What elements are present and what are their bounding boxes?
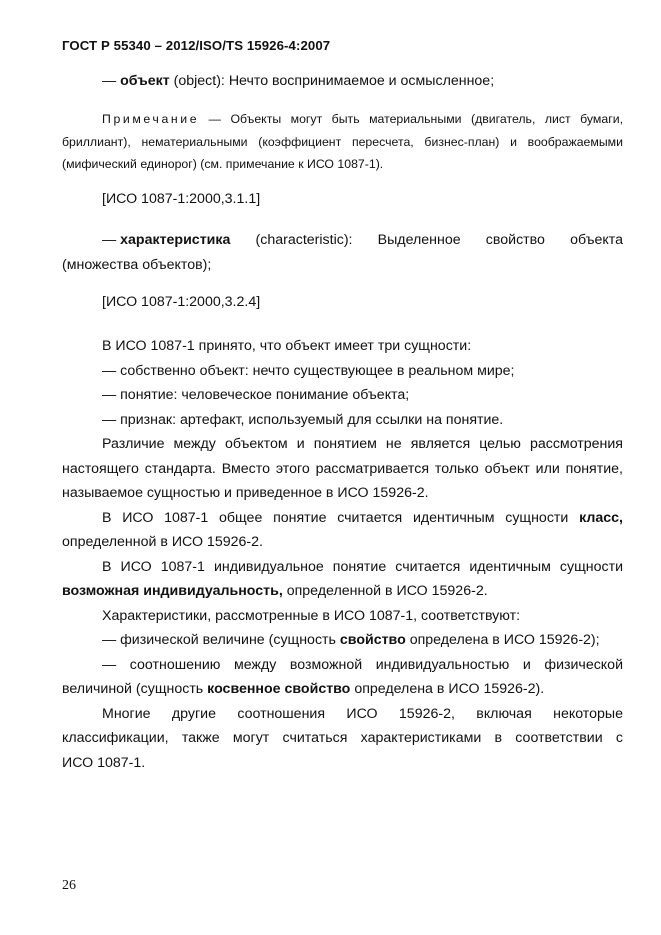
- definition-text: (object): Нечто воспринимаемое и осмысленное;: [173, 73, 495, 89]
- paragraph-5-line-1: Многие другие соотношения ИСО 15926-2, включая некоторые: [102, 705, 623, 722]
- paragraph-5-line-3: ИСО 1087-1.: [62, 754, 146, 771]
- paragraph-3-line-2: [62, 579, 623, 604]
- note-line-1: — Объекты могут быть материальными (двигатель, лист бумаги,: [208, 112, 623, 126]
- definition-line-2: (множества объектов);: [62, 256, 212, 273]
- reference-2: [ИСО 1087-1:2000,3.2.4]: [102, 294, 261, 310]
- paragraph-5-line-2: классификации, также могут считаться характеристиками в соответствии с: [62, 730, 623, 746]
- paragraph-4-intro: Характеристики, рассмотренные в ИСО 1087-1, соответствуют:: [102, 607, 521, 624]
- term-class: класс,: [579, 509, 623, 526]
- note-block: [62, 108, 623, 176]
- word-3: свойство: [485, 232, 545, 248]
- list-item-text: — физической величине (сущность: [102, 632, 336, 648]
- paragraph-1-line-3: называемое сущностью и приведенное в ИСО 15926-2.: [62, 485, 429, 501]
- paragraph-3-text: определенной в ИСО 15926-2.: [286, 583, 488, 599]
- term-property: свойство: [339, 632, 406, 648]
- list-item: — понятие: человеческое понимание объекта;: [102, 387, 410, 403]
- list-item: — признак: артефакт, используемый для ссылки на понятие.: [102, 411, 504, 428]
- dash: —: [102, 232, 117, 248]
- paragraph-1-line-2: настоящего стандарта. Вместо этого рассматривается только объект или понятие,: [62, 460, 623, 477]
- main-text: [62, 334, 623, 775]
- term-possible-individual: возможная индивидуальность,: [62, 583, 283, 599]
- paragraph-3-line-1: В ИСО 1087-1 индивидуальное понятие считается идентичным сущности: [102, 558, 623, 575]
- term-indirect-property: косвенное свойство: [207, 681, 351, 697]
- list-item: — собственно объект: нечто существующее в реальном мире;: [102, 362, 515, 379]
- intro-paragraph: В ИСО 1087-1 принято, что объект имеет три сущности:: [102, 338, 472, 354]
- list-item-line-2: [62, 677, 623, 702]
- word-1: (characteristic):: [255, 232, 353, 248]
- term-object: объект: [120, 73, 170, 89]
- paragraph-1-line-1: Различие между объектом и понятием не является целью рассмотрения: [102, 436, 623, 452]
- note-line-3: (мифический единорог) (см. примечание к ИСО 1087-1).: [62, 157, 384, 171]
- paragraph-2-line-2: определенной в ИСО 15926-2.: [62, 534, 263, 550]
- definition-object: [62, 69, 661, 94]
- word-4: объекта: [570, 232, 623, 248]
- word-2: Выделенное: [377, 232, 461, 248]
- note-line-2: бриллиант), нематериальными (коэффициент пересчета, бизнес-план) и воображаемыми: [62, 134, 623, 149]
- list-item-text: величиной (сущность: [62, 681, 204, 697]
- list-item-line-1: — соотношению между возможной индивидуальностью и физической: [102, 656, 623, 673]
- paragraph-2-line-1: [62, 506, 623, 531]
- note-label: Примечание: [102, 112, 200, 126]
- list-item: [62, 628, 623, 653]
- page-number: 26: [62, 878, 76, 893]
- dash: —: [102, 73, 117, 89]
- term-characteristic: характеристика: [120, 232, 231, 248]
- reference-1: [ИСО 1087-1:2000,3.1.1]: [102, 191, 261, 207]
- document-header: ГОСТ Р 55340 – 2012/ISO/TS 15926-4:2007: [62, 38, 331, 53]
- list-item-text: определена в ИСО 15926-2);: [409, 632, 600, 648]
- definition-characteristic: [62, 228, 623, 277]
- paragraph-2-text: В ИСО 1087-1 общее понятие считается идентичным сущности: [102, 509, 569, 526]
- list-item-text: определена в ИСО 15926-2).: [354, 681, 545, 697]
